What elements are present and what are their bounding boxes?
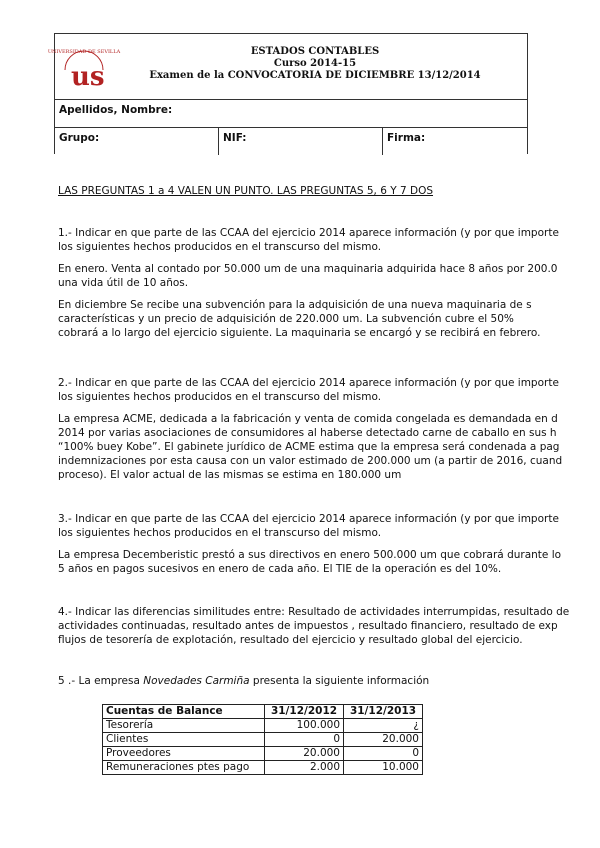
q2-line: La empresa ACME, dedicada a la fabricación y venta de comida congelada es demandada en d [58,413,558,425]
q2-line: 2014 por varias asociaciones de consumidores al haberse detectado carne de caballo en sus h [58,427,557,439]
balance-table [102,704,423,775]
table-cell: Proveedores [103,747,265,761]
q5-prefix: 5 .- La empresa [58,675,144,687]
question-2 [58,376,562,482]
q1-line: cobrará a lo largo del ejercicio siguiente. La maquinaria se encargó y se recibirá en febrero. [58,327,541,339]
table-cell: ¿ [344,719,423,733]
q3-line: La empresa Decemberistic prestó a sus directivos en enero 500.000 um que cobrará durante lo [58,549,562,561]
table-cell: Tesorería [103,719,265,733]
q4-line: 4.- Indicar las diferencias similitudes entre: Resultado de actividades interrumpidas, resultado de [58,606,570,618]
table-header: Cuentas de Balance [103,705,265,719]
table-cell: Remuneraciones ptes pago [103,761,265,775]
header-title-row [47,34,527,100]
name-row [55,100,527,128]
q2-line: los siguientes hechos producidos en el transcurso del mismo. [58,391,382,403]
table-cell: 0 [344,747,423,761]
q5-suffix: presenta la siguiente información [249,675,430,687]
table-row [103,719,423,733]
q4-line: actividades continuadas, resultado antes de impuestos , resultado financiero, resultado de exp [58,620,558,632]
q5-company: Novedades Carmiña [143,675,250,687]
exam-title [115,46,515,82]
q2-line: proceso). El valor actual de las mismas se estima en 180.000 um [58,469,402,481]
table-cell: 20.000 [344,733,423,747]
q3-line: los siguientes hechos producidos en el transcurso del mismo. [58,527,382,539]
q1-line: características y un precio de adquisición de 220.000 um. La subvención cubre el 50% [58,313,514,325]
signature-label: Firma: [387,132,426,144]
table-cell: 100.000 [265,719,344,733]
q1-line: los siguientes hechos producidos en el transcurso del mismo. [58,241,382,253]
table-cell: 2.000 [265,761,344,775]
q2-line: “100% buey Kobe”. El gabinete jurídico de ACME estima que la empresa será condenada a pag [58,441,560,453]
table-header: 31/12/2012 [265,705,344,719]
id-row [55,128,527,155]
q1-line: 1.- Indicar en que parte de las CCAA del ejercicio 2014 aparece información (y por que importe [58,227,559,239]
question-5 [58,674,429,688]
title-line-3: Examen de la CONVOCATORIA DE DICIEMBRE 13/12/2014 [149,70,481,81]
title-line-1: ESTADOS CONTABLES [250,46,380,57]
q1-line: En diciembre Se recibe una subvención para la adquisición de una nueva maquinaria de s [58,299,532,311]
question-1 [58,226,559,340]
name-label: Apellidos, Nombre: [59,104,173,116]
table-cell: 20.000 [265,747,344,761]
exam-header [47,33,528,154]
group-label: Grupo: [59,132,100,144]
q2-line: 2.- Indicar en que parte de las CCAA del ejercicio 2014 aparece información (y por que importe [58,377,559,389]
question-3 [58,512,561,576]
q3-line: 3.- Indicar en que parte de las CCAA del ejercicio 2014 aparece información (y por que importe [58,513,559,525]
table-cell: Clientes [103,733,265,747]
table-header-row [103,705,423,719]
table-cell: 0 [265,733,344,747]
table-row [103,733,423,747]
nif-label: NIF: [223,132,247,144]
question-4 [58,605,569,647]
divider [218,128,219,155]
university-logo [47,40,121,92]
q2-line: indemnizaciones por esta causa con un valor estimado de 200.000 um (a partir de 2016, cuand [58,455,563,467]
table-row [103,747,423,761]
table-cell: 10.000 [344,761,423,775]
logo-text: UNIVERSIDAD DE SEVILLA [47,49,121,55]
table-header: 31/12/2013 [344,705,423,719]
logo-letters: us [71,62,105,92]
table-row [103,761,423,775]
q1-line: En enero. Venta al contado por 50.000 um de una maquinaria adquirida hace 8 años por 200.0 [58,263,558,275]
title-line-2: Curso 2014-15 [273,58,357,69]
divider [382,128,383,155]
q1-line: una vida útil de 10 años. [58,277,189,289]
points-intro: LAS PREGUNTAS 1 a 4 VALEN UN PUNTO. LAS PREGUNTAS 5, 6 Y 7 DOS [58,185,434,197]
q3-line: 5 años en pagos sucesivos en enero de cada año. El TIE de la operación es del 10%. [58,563,502,575]
q4-line: flujos de tesorería de explotación, resultado del ejercicio y resultado global del ejercicio. [58,634,523,646]
